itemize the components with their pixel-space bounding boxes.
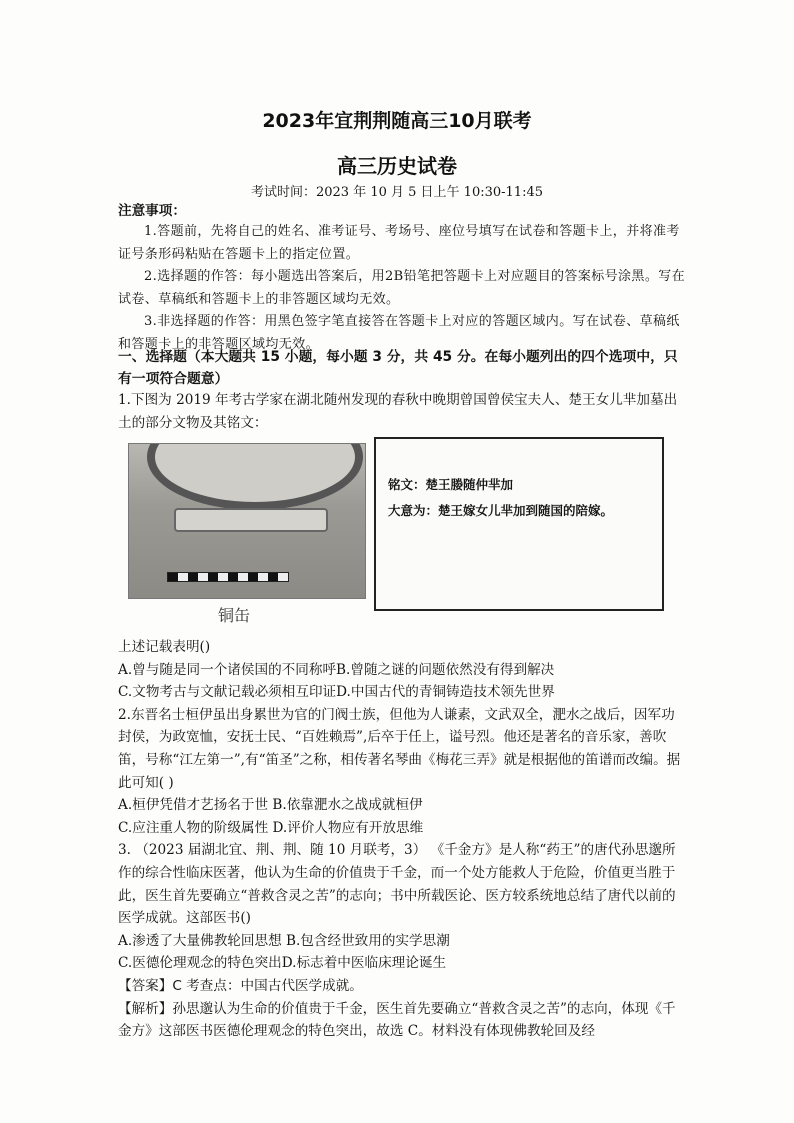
scale-ruler (167, 572, 289, 582)
inscription-box (374, 437, 664, 611)
note-item: 1.答题前，先将自己的姓名、准考证号、考场号、座位号填写在试卷和答题卡上，并将准考证号条形码粘贴在答题卡上的指定位置。 (118, 224, 680, 262)
question-1-options-cd: C.文物考古与文献记载必须相互印证D.中国古代的青铜铸造技术领先世界 (118, 684, 555, 701)
question-3-analysis: 【解析】孙思邈认为生命的价值贵于千金，医生首先要确立“普救含灵之苦”的志向，体现《千金方》这部医书医德伦理观念的特色突出，故选 C。材料没有体现佛教轮回及经 (118, 1000, 676, 1040)
photo-caption: 铜缶 (218, 606, 251, 625)
section-heading: 一、选择题（本大题共 15 小题，每小题 3 分，共 45 分。在每小题列出的四个选项中，只有一项符合题意） (118, 349, 678, 387)
vessel-rim-shape (147, 443, 363, 510)
notes-heading: 注意事项： (118, 203, 186, 219)
exam-time: 考试时间：2023 年 10 月 5 日上午 10:30-11:45 (250, 185, 543, 200)
inscription-meaning: 大意为：楚王嫁女儿芈加到随国的陪嫁。 (388, 503, 614, 518)
question-2-options-cd: C.应注重人物的阶级属性 D.评价人物应有开放思维 (118, 819, 424, 836)
question-1-stem: 1.下图为 2019 年考古学家在湖北随州发现的春秋中晚期曾国曾侯宝夫人、楚王女儿芈加墓出土的部分文物及其铭文： (118, 392, 678, 431)
questions-body (118, 636, 688, 1043)
question-2-stem: 2.东晋名士桓伊虽出身累世为官的门阀士族，但他为人谦素，文武双全，淝水之战后，因军功封侯，为政宽恤，安抚士民、“百姓赖焉”,后卒于任上，谥号烈。他还是著名的音乐家，善吹笛，号称“江左第一”,有“笛圣”之称，相传著名琴曲《梅花三弄》就是根据他的笛谱而改编。据此可知( ) (118, 706, 681, 791)
note-item: 2.选择题的作答：每小题选出答案后，用2B铅笔把答题卡上对应题目的答案标号涂黑。写在试卷、草稿纸和答题卡上的非答题区域均无效。 (118, 269, 686, 307)
question-1-prompt: 上述记载表明() (118, 639, 211, 655)
bronze-vessel-photo (128, 443, 366, 599)
note-item: 3.非选择题的作答：用黑色签字笔直接答在答题卡上对应的答题区域内。写在试卷、草稿纸和答题卡上的非答题区域均无效。 (118, 314, 680, 352)
exam-title: 2023年宜荆荆随高三10月联考 (262, 110, 532, 132)
question-2-options-ab: A.桓伊凭借才艺扬名于世 B.依靠淝水之战成就桓伊 (118, 797, 423, 814)
inscription-band-shape (174, 508, 328, 532)
notes-list (118, 221, 688, 357)
question-3-stem: 3. （2023 届湖北宜、荆、荆、随 10 月联考，3） 《千金方》是人称“药王”的唐代孙思邈所作的综合性临床医著，他认为生命的价值贵于千金，而一个处方能救人于危险，价值更当胜于此，医生首先要确立“普救含灵之苦”的志向；书中所载医论、医方较系统地总结了唐代以前的医学成就。这部医书() (118, 842, 676, 927)
question-3-answer: 【答案】C 考查点：中国古代医学成就。 (118, 977, 363, 994)
question-3-options-cd: C.医德伦理观念的特色突出D.标志着中医临床理论诞生 (118, 955, 447, 972)
exam-subtitle: 高三历史试卷 (337, 154, 457, 178)
inscription-text: 铭文：楚王媵随仲芈加 (388, 477, 514, 492)
question-1-options-ab: A.曾与随是同一个诸侯国的不同称呼B.曾随之谜的问题依然没有得到解决 (118, 661, 555, 678)
question-1-figures (118, 437, 688, 627)
question-3-options-ab: A.渗透了大量佛教轮回思想 B.包含经世致用的实学思潮 (118, 932, 450, 949)
